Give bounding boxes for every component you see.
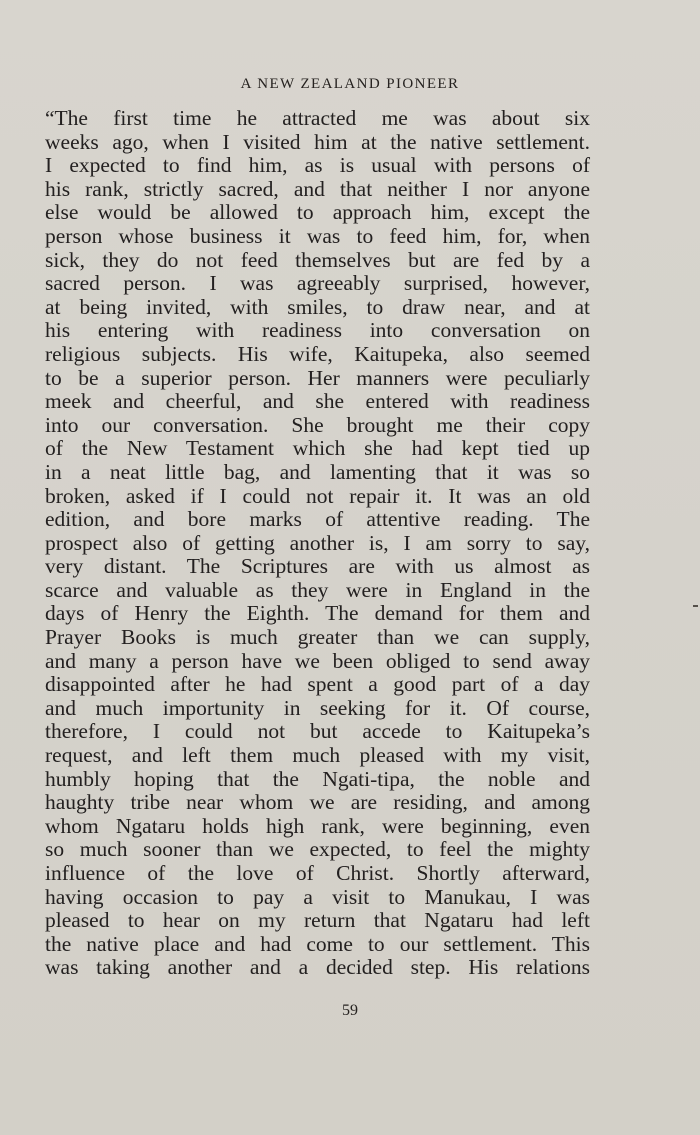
text-line: his rank, strictly sacred, and that neither I nor anyone bbox=[45, 176, 590, 201]
text-line: very distant. The Scriptures are with us almost as bbox=[45, 554, 590, 579]
text-line: sick, they do not feed themselves but are fed by a bbox=[45, 247, 590, 272]
text-line: Prayer Books is much greater than we can supply, bbox=[45, 625, 590, 650]
text-line: request, and left them much pleased with my visit, bbox=[45, 743, 590, 768]
text-line: else would be allowed to approach him, except the bbox=[45, 200, 590, 225]
text-line: weeks ago, when I visited him at the native settlement. bbox=[45, 129, 590, 154]
text-line: person whose business it was to feed him, for, when bbox=[45, 223, 590, 248]
text-line: prospect also of getting another is, I am sorry to say, bbox=[45, 530, 590, 555]
text-line: edition, and bore marks of attentive reading. The bbox=[45, 507, 590, 532]
text-line: disappointed after he had spent a good part of a day bbox=[45, 672, 590, 697]
text-line: “The first time he attracted me was about six bbox=[45, 106, 590, 130]
text-line: was taking another and a decided step. His relations bbox=[45, 955, 590, 980]
text-line: to be a superior person. Her manners were peculiarly bbox=[45, 365, 590, 390]
text-line: days of Henry the Eighth. The demand for them and bbox=[45, 601, 590, 626]
text-line: scarce and valuable as they were in England in the bbox=[45, 577, 590, 602]
text-line: into our conversation. She brought me their copy bbox=[45, 412, 590, 437]
text-line: religious subjects. His wife, Kaitupeka, also seemed bbox=[45, 341, 590, 366]
text-line: therefore, I could not but accede to Kaitupeka’s bbox=[45, 719, 590, 744]
text-line: his entering with readiness into conversation on bbox=[45, 318, 590, 343]
text-line: so much sooner than we expected, to feel the mighty bbox=[45, 837, 590, 862]
text-line: whom Ngataru holds high rank, were beginning, even bbox=[45, 813, 590, 838]
text-line: humbly hoping that the Ngati-tipa, the noble and bbox=[45, 766, 590, 791]
text-line: at being invited, with smiles, to draw near, and at bbox=[45, 294, 590, 319]
text-line: in a neat little bag, and lamenting that it was so bbox=[45, 459, 590, 484]
text-line: sacred person. I was agreeably surprised, however, bbox=[45, 271, 590, 296]
text-line: and much importunity in seeking for it. Of course, bbox=[45, 695, 590, 720]
text-line: pleased to hear on my return that Ngataru had left bbox=[45, 908, 590, 933]
running-head-title: A NEW ZEALAND PIONEER bbox=[240, 76, 460, 92]
text-line: I expected to find him, as is usual with persons of bbox=[45, 153, 590, 178]
text-line: having occasion to pay a visit to Manukau, I was bbox=[45, 884, 590, 909]
text-line: meek and cheerful, and she entered with readiness bbox=[45, 389, 590, 414]
text-line: of the New Testament which she had kept tied up bbox=[45, 436, 590, 461]
page-number: 59 bbox=[342, 1002, 358, 1019]
text-line: the native place and had come to our settlement. This bbox=[45, 931, 590, 956]
body-paragraph bbox=[45, 107, 590, 980]
text-line: broken, asked if I could not repair it. It was an old bbox=[45, 483, 590, 508]
text-line: haughty tribe near whom we are residing, and among bbox=[45, 790, 590, 815]
page-edge-mark bbox=[693, 605, 698, 607]
text-line: influence of the love of Christ. Shortly afterward, bbox=[45, 861, 590, 885]
text-line: and many a person have we been obliged to send away bbox=[45, 648, 590, 673]
